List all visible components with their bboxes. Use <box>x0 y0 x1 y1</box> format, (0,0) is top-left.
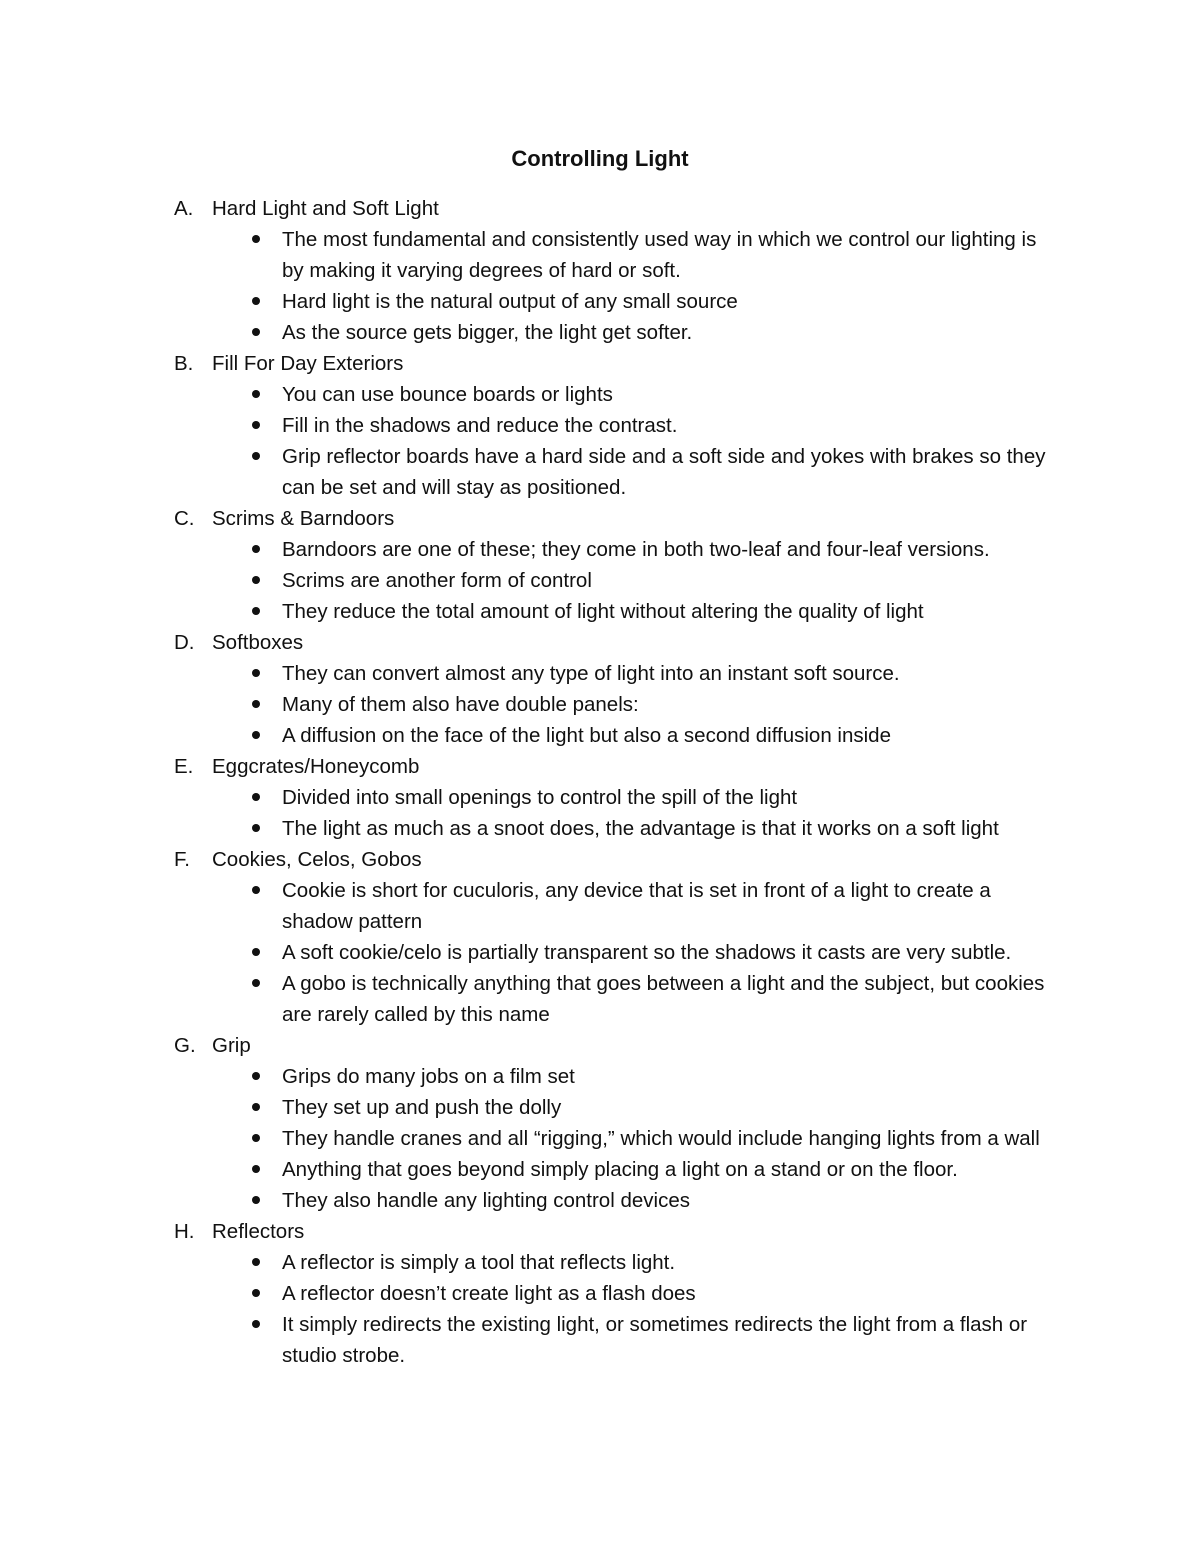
list-item <box>0 689 1200 720</box>
bullet-text: Cookie is short for cuculoris, any device that is set in front of a light to create a shadow pattern <box>282 879 991 933</box>
bullet-icon <box>252 824 260 832</box>
page-title: Controlling Light <box>511 146 689 171</box>
section-heading <box>0 503 1200 534</box>
bullet-text: A diffusion on the face of the light but also a second diffusion inside <box>282 724 891 747</box>
section-f <box>0 844 1200 1030</box>
list-item <box>0 720 1200 751</box>
bullet-icon <box>252 421 260 429</box>
list-item <box>0 1247 1200 1278</box>
section-heading-text: Reflectors <box>212 1220 305 1243</box>
bullet-text: Many of them also have double panels: <box>282 693 639 716</box>
list-item <box>0 1309 1200 1371</box>
section-b <box>0 348 1200 503</box>
list-item <box>0 596 1200 627</box>
section-letter: B. <box>174 352 194 375</box>
bullet-text: They also handle any lighting control devices <box>282 1189 690 1212</box>
list-item <box>0 968 1200 1030</box>
list-item <box>0 658 1200 689</box>
bullet-icon <box>252 1289 260 1297</box>
bullet-text: It simply redirects the existing light, or sometimes redirects the light from a flash or studio strobe. <box>282 1313 1028 1367</box>
section-letter: C. <box>174 507 195 530</box>
bullet-icon <box>252 452 260 460</box>
section-letter: E. <box>174 755 194 778</box>
bullet-text: Grips do many jobs on a film set <box>282 1065 575 1088</box>
section-heading <box>0 627 1200 658</box>
section-heading-text: Eggcrates/Honeycomb <box>212 755 420 778</box>
bullet-text: Scrims are another form of control <box>282 569 592 592</box>
section-h <box>0 1216 1200 1371</box>
section-letter: A. <box>174 197 194 220</box>
bullet-text: A reflector doesn’t create light as a flash does <box>282 1282 696 1305</box>
bullet-list <box>0 379 1200 503</box>
list-item <box>0 534 1200 565</box>
section-heading-text: Softboxes <box>212 631 304 654</box>
bullet-icon <box>252 297 260 305</box>
section-a <box>0 193 1200 348</box>
bullet-icon <box>252 1072 260 1080</box>
bullet-text: They handle cranes and all “rigging,” which would include hanging lights from a wall <box>282 1127 1040 1150</box>
bullet-text: Barndoors are one of these; they come in both two-leaf and four-leaf versions. <box>282 538 990 561</box>
bullet-text: Fill in the shadows and reduce the contrast. <box>282 414 678 437</box>
section-letter: D. <box>174 631 195 654</box>
bullet-icon <box>252 669 260 677</box>
bullet-icon <box>252 1103 260 1111</box>
list-item <box>0 317 1200 348</box>
section-d <box>0 627 1200 751</box>
section-g <box>0 1030 1200 1216</box>
bullet-icon <box>252 390 260 398</box>
bullet-text: A soft cookie/celo is partially transparent so the shadows it casts are very subtle. <box>282 941 1012 964</box>
bullet-icon <box>252 793 260 801</box>
bullet-text: The light as much as a snoot does, the advantage is that it works on a soft light <box>282 817 999 840</box>
bullet-icon <box>252 1320 260 1328</box>
bullet-icon <box>252 576 260 584</box>
section-heading <box>0 844 1200 875</box>
bullet-text: They set up and push the dolly <box>282 1096 562 1119</box>
bullet-text: You can use bounce boards or lights <box>282 383 613 406</box>
section-heading-text: Hard Light and Soft Light <box>212 197 439 220</box>
list-item <box>0 1092 1200 1123</box>
bullet-icon <box>252 886 260 894</box>
list-item <box>0 286 1200 317</box>
bullet-list <box>0 875 1200 1030</box>
section-letter: G. <box>174 1034 196 1057</box>
section-letter: H. <box>174 1220 195 1243</box>
bullet-text: Anything that goes beyond simply placing a light on a stand or on the floor. <box>282 1158 958 1181</box>
section-heading-text: Cookies, Celos, Gobos <box>212 848 422 871</box>
list-item <box>0 1154 1200 1185</box>
section-heading <box>0 751 1200 782</box>
bullet-text: They reduce the total amount of light without altering the quality of light <box>282 600 924 623</box>
bullet-text: The most fundamental and consistently used way in which we control our lighting is by making it varying degrees of hard or soft. <box>282 228 1037 282</box>
section-heading-text: Fill For Day Exteriors <box>212 352 404 375</box>
bullet-icon <box>252 1165 260 1173</box>
list-item <box>0 441 1200 503</box>
section-heading <box>0 1216 1200 1247</box>
bullet-list <box>0 1247 1200 1371</box>
bullet-icon <box>252 607 260 615</box>
bullet-list <box>0 658 1200 751</box>
bullet-text: They can convert almost any type of light into an instant soft source. <box>282 662 900 685</box>
section-heading <box>0 348 1200 379</box>
section-heading-text: Scrims & Barndoors <box>212 507 395 530</box>
bullet-text: A gobo is technically anything that goes between a light and the subject, but cookies are rarely called by this name <box>282 972 1045 1026</box>
bullet-icon <box>252 948 260 956</box>
bullet-icon <box>252 328 260 336</box>
list-item <box>0 410 1200 441</box>
section-c <box>0 503 1200 627</box>
bullet-list <box>0 782 1200 844</box>
bullet-icon <box>252 1134 260 1142</box>
list-item <box>0 875 1200 937</box>
section-heading-text: Grip <box>212 1034 251 1057</box>
bullet-text: Divided into small openings to control the spill of the light <box>282 786 798 809</box>
list-item <box>0 1061 1200 1092</box>
bullet-icon <box>252 545 260 553</box>
list-item <box>0 1278 1200 1309</box>
bullet-list <box>0 224 1200 348</box>
section-letter: F. <box>174 848 190 871</box>
list-item <box>0 1185 1200 1216</box>
bullet-text: Grip reflector boards have a hard side and a soft side and yokes with brakes so they can be set and will stay as positioned. <box>282 445 1046 499</box>
bullet-icon <box>252 700 260 708</box>
bullet-text: As the source gets bigger, the light get softer. <box>282 321 693 344</box>
list-item <box>0 1123 1200 1154</box>
bullet-icon <box>252 731 260 739</box>
section-heading <box>0 193 1200 224</box>
section-heading <box>0 1030 1200 1061</box>
bullet-text: A reflector is simply a tool that reflects light. <box>282 1251 676 1274</box>
section-e <box>0 751 1200 844</box>
list-item <box>0 565 1200 596</box>
outline-list <box>0 193 1200 1371</box>
list-item <box>0 379 1200 410</box>
list-item <box>0 813 1200 844</box>
bullet-icon <box>252 1258 260 1266</box>
bullet-icon <box>252 235 260 243</box>
bullet-icon <box>252 979 260 987</box>
list-item <box>0 224 1200 286</box>
bullet-text: Hard light is the natural output of any small source <box>282 290 738 313</box>
bullet-list <box>0 534 1200 627</box>
bullet-icon <box>252 1196 260 1204</box>
list-item <box>0 782 1200 813</box>
list-item <box>0 937 1200 968</box>
bullet-list <box>0 1061 1200 1216</box>
